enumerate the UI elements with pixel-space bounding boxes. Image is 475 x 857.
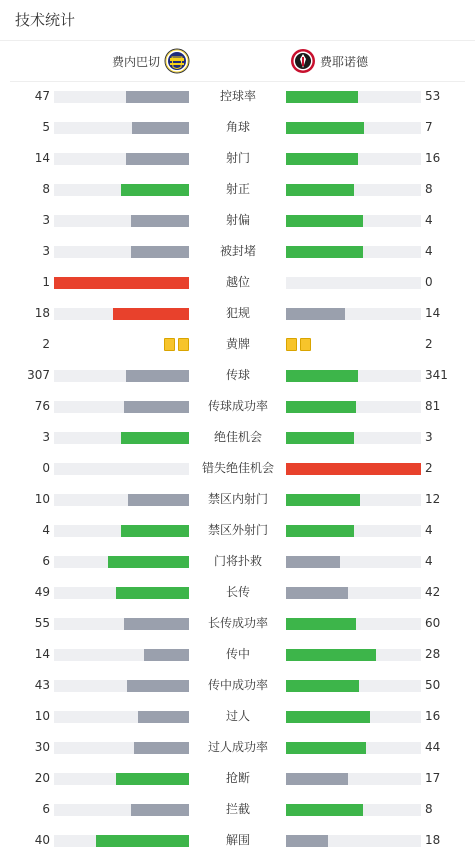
away-bar-track: [286, 277, 421, 289]
stat-label: 长传成功率: [207, 616, 268, 630]
stat-row: [0, 81, 475, 112]
away-value: 42: [425, 585, 441, 599]
home-value: 3: [42, 244, 50, 258]
home-bar-fill: [131, 215, 189, 227]
away-bar-fill: [286, 308, 345, 320]
home-bar-track: [54, 122, 189, 134]
home-bar-track: [54, 277, 189, 289]
home-value: 3: [42, 430, 50, 444]
yellow-card-icon: [300, 338, 311, 351]
stat-label: 拦截: [225, 802, 250, 816]
fenerbahce-logo-icon: [164, 48, 190, 74]
stat-label: 黄牌: [225, 337, 250, 351]
home-value: 47: [34, 89, 50, 103]
away-bar-fill: [286, 401, 356, 413]
home-value: 40: [34, 833, 50, 847]
home-bar-fill: [124, 618, 189, 630]
stat-row: [0, 453, 475, 484]
stat-row: [0, 422, 475, 453]
home-value: 10: [34, 492, 50, 506]
home-value: 49: [34, 585, 50, 599]
home-bar-fill: [126, 370, 189, 382]
teams-header: [0, 46, 475, 76]
away-bar-fill: [286, 463, 421, 475]
away-bar-fill: [286, 680, 359, 692]
home-bar-fill: [138, 711, 189, 723]
home-value: 6: [42, 802, 50, 816]
stat-label: 射正: [225, 182, 250, 196]
away-bar-fill: [286, 494, 360, 506]
page-title: 技术统计: [15, 11, 76, 29]
stat-label: 错失绝佳机会: [201, 461, 274, 475]
away-bar-track: [286, 618, 421, 630]
away-bar-fill: [286, 246, 363, 258]
home-bar-fill: [116, 587, 189, 599]
away-value: 14: [425, 306, 441, 320]
home-bar-track: [54, 215, 189, 227]
stat-label: 门将扑救: [213, 554, 262, 568]
away-value: 3: [425, 430, 433, 444]
home-bar-fill: [113, 308, 189, 320]
home-bar-fill: [144, 649, 189, 661]
away-bar-fill: [286, 215, 363, 227]
yellow-card-icon: [178, 338, 189, 351]
home-bar-track: [54, 370, 189, 382]
stat-row: [0, 825, 475, 856]
away-bar-track: [286, 246, 421, 258]
stat-label: 传球成功率: [207, 399, 268, 413]
home-bar-track: [54, 618, 189, 630]
home-value: 20: [34, 771, 50, 785]
away-bar-fill: [286, 153, 358, 165]
away-bar-track: [286, 401, 421, 413]
home-bar-fill: [126, 91, 189, 103]
away-value: 2: [425, 461, 433, 475]
stat-row: [0, 329, 475, 360]
stat-row: [0, 670, 475, 701]
away-bar-fill: [286, 432, 354, 444]
home-value: 1: [42, 275, 50, 289]
home-bar-track: [54, 835, 189, 847]
away-bar-track: [286, 525, 421, 537]
home-bar-fill: [96, 835, 189, 847]
stat-row: [0, 515, 475, 546]
away-value: 12: [425, 492, 441, 506]
home-value: 14: [34, 151, 50, 165]
home-bar-track: [54, 804, 189, 816]
home-bar-fill: [54, 277, 189, 289]
away-value: 53: [425, 89, 441, 103]
home-bar-track: [54, 587, 189, 599]
home-bar-fill: [131, 804, 189, 816]
feyenoord-logo-icon: [290, 48, 316, 74]
stat-row: [0, 794, 475, 825]
stat-row: [0, 112, 475, 143]
home-bar-track: [54, 773, 189, 785]
away-bar-track: [286, 91, 421, 103]
away-value: 8: [425, 182, 433, 196]
home-bar-track: [54, 525, 189, 537]
stat-row: [0, 391, 475, 422]
stat-row: [0, 608, 475, 639]
away-bar-track: [286, 680, 421, 692]
stat-row: [0, 360, 475, 391]
away-bar-fill: [286, 649, 376, 661]
stat-row: [0, 143, 475, 174]
away-value: 60: [425, 616, 441, 630]
away-bar-fill: [286, 773, 348, 785]
home-bar-track: [54, 308, 189, 320]
away-value: 8: [425, 802, 433, 816]
home-value: 2: [42, 337, 50, 351]
home-bar-fill: [121, 432, 189, 444]
away-bar-track: [286, 370, 421, 382]
home-value: 4: [42, 523, 50, 537]
home-value: 10: [34, 709, 50, 723]
home-value: 43: [34, 678, 50, 692]
away-bar-fill: [286, 184, 354, 196]
stat-row: [0, 236, 475, 267]
home-team[interactable]: [112, 46, 190, 76]
stat-row: [0, 484, 475, 515]
home-bar-fill: [131, 246, 189, 258]
home-value: 76: [34, 399, 50, 413]
away-value: 4: [425, 244, 433, 258]
home-bar-fill: [126, 153, 189, 165]
away-bar-fill: [286, 370, 358, 382]
home-bar-track: [54, 153, 189, 165]
away-value: 28: [425, 647, 441, 661]
away-bar-track: [286, 432, 421, 444]
home-value: 3: [42, 213, 50, 227]
away-bar-track: [286, 494, 421, 506]
home-value: 55: [34, 616, 50, 630]
home-bar-fill: [124, 401, 189, 413]
away-bar-fill: [286, 742, 366, 754]
home-value: 5: [42, 120, 50, 134]
away-team[interactable]: [290, 46, 368, 76]
away-bar-track: [286, 835, 421, 847]
away-bar-track: [286, 773, 421, 785]
home-bar-track: [54, 432, 189, 444]
home-value: 30: [34, 740, 50, 754]
stat-row: [0, 763, 475, 794]
stat-label: 越位: [225, 275, 250, 289]
stat-row: [0, 577, 475, 608]
home-bar-track: [54, 463, 189, 475]
home-bar-fill: [134, 742, 189, 754]
stat-label: 射偏: [225, 213, 250, 227]
away-value: 17: [425, 771, 441, 785]
away-bar-track: [286, 153, 421, 165]
home-bar-track: [54, 494, 189, 506]
home-bar-fill: [121, 525, 189, 537]
away-bar-fill: [286, 835, 328, 847]
away-value: 81: [425, 399, 441, 413]
stat-row: [0, 267, 475, 298]
home-bar-track: [54, 246, 189, 258]
away-value: 0: [425, 275, 433, 289]
stat-row: [0, 174, 475, 205]
stat-label: 解围: [225, 833, 250, 847]
header-divider: [0, 40, 475, 41]
stat-row: [0, 298, 475, 329]
away-bar-fill: [286, 122, 364, 134]
away-bar-track: [286, 804, 421, 816]
home-bar-track: [54, 649, 189, 661]
home-bar-track: [54, 401, 189, 413]
away-bar-track: [286, 308, 421, 320]
home-value: 18: [34, 306, 50, 320]
away-bar-fill: [286, 587, 348, 599]
stat-label: 犯规: [225, 306, 250, 320]
stat-label: 抢断: [225, 771, 250, 785]
away-bar-track: [286, 215, 421, 227]
away-value: 4: [425, 554, 433, 568]
stat-label: 长传: [225, 585, 250, 599]
away-bar-track: [286, 587, 421, 599]
home-bar-track: [54, 742, 189, 754]
away-value: 18: [425, 833, 441, 847]
home-value: 14: [34, 647, 50, 661]
away-bar-track: [286, 556, 421, 568]
away-bar-fill: [286, 556, 340, 568]
away-bar-fill: [286, 804, 363, 816]
stats-list: [0, 81, 475, 856]
away-value: 44: [425, 740, 441, 754]
away-bar-track: [286, 463, 421, 475]
home-bar-fill: [121, 184, 189, 196]
stat-row: [0, 205, 475, 236]
away-bar-track: [286, 184, 421, 196]
stat-label: 禁区外射门: [207, 523, 268, 537]
stat-row: [0, 639, 475, 670]
away-bar-fill: [286, 711, 370, 723]
stat-label: 射门: [225, 151, 250, 165]
stat-label: 控球率: [219, 89, 256, 103]
away-bar-fill: [286, 525, 354, 537]
away-bar-track: [286, 742, 421, 754]
home-value: 307: [27, 368, 50, 382]
stat-label: 禁区内射门: [207, 492, 268, 506]
away-value: 4: [425, 213, 433, 227]
away-value: 16: [425, 709, 441, 723]
home-bar-fill: [132, 122, 189, 134]
away-value: 50: [425, 678, 441, 692]
away-bar-track: [286, 649, 421, 661]
stat-label: 传中: [225, 647, 250, 661]
stat-row: [0, 732, 475, 763]
away-value: 7: [425, 120, 433, 134]
stat-label: 被封堵: [219, 244, 256, 258]
away-team-name: 费耶诺德: [320, 54, 369, 69]
away-bar-track: [286, 711, 421, 723]
stat-label: 传球: [225, 368, 250, 382]
stat-label: 绝佳机会: [213, 430, 262, 444]
home-bar-fill: [108, 556, 189, 568]
away-value: 16: [425, 151, 441, 165]
away-bar-fill: [286, 618, 356, 630]
home-bar-track: [54, 556, 189, 568]
stat-row: [0, 701, 475, 732]
away-bar-track: [286, 122, 421, 134]
away-bar-fill: [286, 91, 358, 103]
yellow-card-icon: [286, 338, 297, 351]
home-bar-fill: [116, 773, 189, 785]
home-bar-track: [54, 91, 189, 103]
home-value: 6: [42, 554, 50, 568]
stat-row: [0, 546, 475, 577]
home-bar-fill: [128, 494, 189, 506]
away-yellow-cards: [286, 338, 311, 352]
away-value: 4: [425, 523, 433, 537]
home-value: 0: [42, 461, 50, 475]
home-team-name: 费内巴切: [111, 54, 160, 69]
home-bar-fill: [127, 680, 189, 692]
home-bar-track: [54, 184, 189, 196]
home-bar-track: [54, 680, 189, 692]
stat-label: 角球: [225, 120, 250, 134]
yellow-card-icon: [164, 338, 175, 351]
away-value: 341: [425, 368, 448, 382]
stat-label: 过人: [225, 709, 250, 723]
stat-label: 传中成功率: [207, 678, 268, 692]
home-yellow-cards: [164, 338, 189, 352]
away-value: 2: [425, 337, 433, 351]
home-value: 8: [42, 182, 50, 196]
stat-label: 过人成功率: [207, 740, 268, 754]
home-bar-track: [54, 711, 189, 723]
